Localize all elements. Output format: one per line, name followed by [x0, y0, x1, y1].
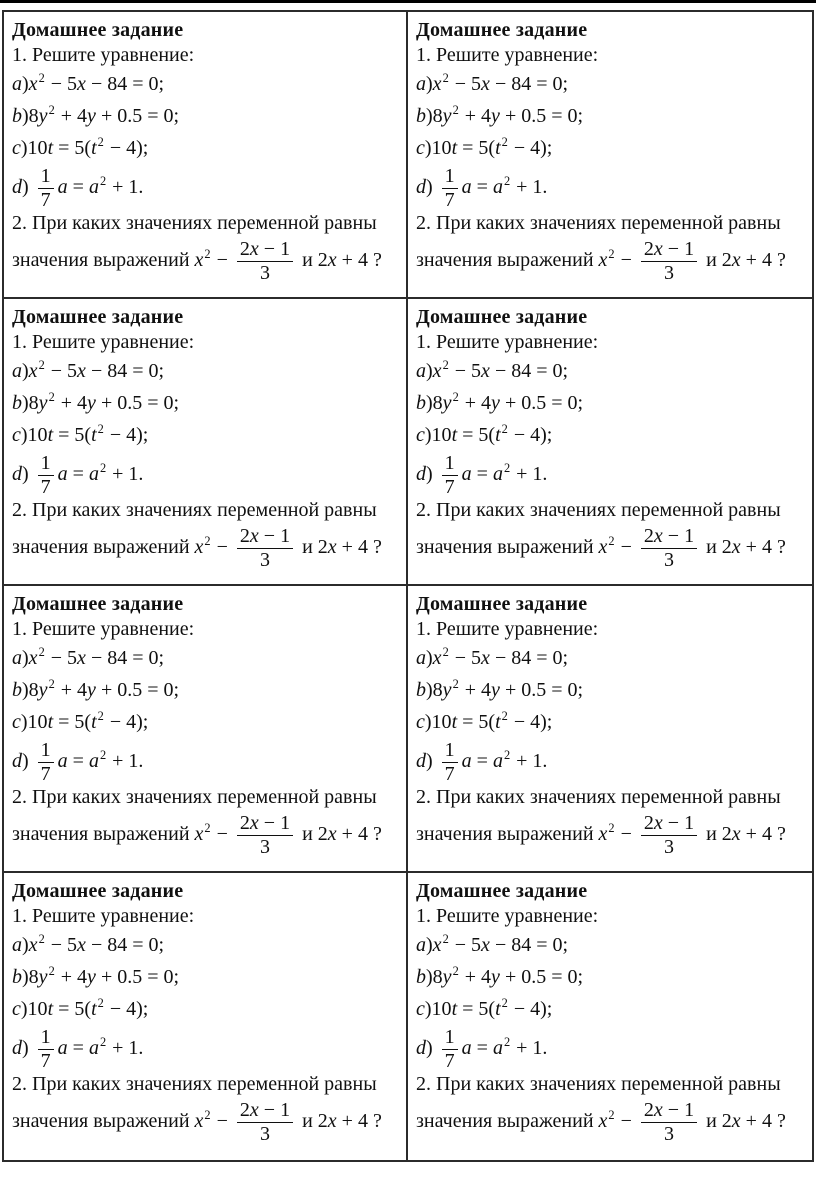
equation-b: $b)8y^2 + 4y + 0.5 = 0$; [416, 390, 584, 414]
math-fraction [38, 740, 54, 785]
equation-d: d) $\frac{1}{7}$ $a = a^2 + 1$. [12, 451, 144, 498]
fraction-numerator: 1 [38, 740, 54, 763]
task1-label: 1. Решите уравнение: [12, 331, 195, 353]
task2-text-line1: 2. При каких значениях переменной равны [416, 786, 781, 808]
equation-a: $a)x^2 - 5x - 84 = 0$; [416, 645, 569, 669]
fraction-denominator: 7 [444, 1049, 455, 1072]
fraction-denominator: 3 [663, 1122, 674, 1145]
equation-a: $a)x^2 - 5x - 84 = 0$; [416, 71, 569, 95]
math-fraction [237, 1100, 293, 1145]
equation-a: $a)x^2 - 5x - 84 = 0$; [12, 358, 165, 382]
task1-label: 1. Решите уравнение: [416, 331, 599, 353]
worksheet-cell [4, 586, 408, 873]
fraction-numerator: 1 [442, 1027, 458, 1050]
cell-title: Домашнее задание [12, 306, 184, 328]
math-fraction [641, 526, 697, 571]
fraction-numerator: 2x − 1 [237, 526, 293, 549]
equation-d: d) $\frac{1}{7}$ $a = a^2 + 1$. [416, 451, 548, 498]
cell-title: Домашнее задание [12, 880, 184, 902]
fraction-numerator: 1 [38, 166, 54, 189]
math-fraction [442, 740, 458, 785]
equation-c: $c)10t = 5(t^2 - 4)$; [12, 996, 149, 1020]
equation-a: $a)x^2 - 5x - 84 = 0$; [12, 645, 165, 669]
math-fraction [38, 166, 54, 211]
fraction-denominator: 3 [259, 1122, 270, 1145]
fraction-numerator: 2x − 1 [641, 526, 697, 549]
fraction-denominator: 7 [40, 188, 51, 211]
math-fraction [641, 813, 697, 858]
equation-d: d) $\frac{1}{7}$ $a = a^2 + 1$. [416, 738, 548, 785]
math-fraction [442, 453, 458, 498]
math-fraction [442, 1027, 458, 1072]
equation-b: $b)8y^2 + 4y + 0.5 = 0$; [416, 103, 584, 127]
fraction-denominator: 7 [40, 762, 51, 785]
worksheet-cell [408, 299, 812, 586]
fraction-denominator: 7 [444, 762, 455, 785]
fraction-denominator: 7 [444, 188, 455, 211]
fraction-numerator: 2x − 1 [641, 239, 697, 262]
worksheet-cell [408, 586, 812, 873]
task2-text-line2: значения выражений $x^2$ − $\frac{2x - 1}{3}$ и 2x + 4 ? [12, 237, 382, 284]
task1-label: 1. Решите уравнение: [416, 44, 599, 66]
cell-title: Домашнее задание [12, 593, 184, 615]
scan-edge-artifact [0, 0, 816, 3]
task2-text-line2: значения выражений $x^2$ − $\frac{2x - 1}{3}$ и 2x + 4 ? [416, 237, 786, 284]
task2-text-line2: значения выражений $x^2$ − $\frac{2x - 1}{3}$ и 2x + 4 ? [416, 811, 786, 858]
equation-d: d) $\frac{1}{7}$ $a = a^2 + 1$. [12, 164, 144, 211]
fraction-numerator: 1 [442, 740, 458, 763]
equation-a: $a)x^2 - 5x - 84 = 0$; [12, 71, 165, 95]
worksheet-cell [408, 12, 812, 299]
worksheet-cell [4, 873, 408, 1160]
task2-text-line1: 2. При каких значениях переменной равны [12, 499, 377, 521]
math-fraction [38, 1027, 54, 1072]
equation-c: $c)10t = 5(t^2 - 4)$; [416, 709, 553, 733]
task2-text-line1: 2. При каких значениях переменной равны [416, 499, 781, 521]
equation-b: $b)8y^2 + 4y + 0.5 = 0$; [12, 390, 180, 414]
task2-text-line1: 2. При каких значениях переменной равны [12, 786, 377, 808]
equation-c: $c)10t = 5(t^2 - 4)$; [12, 135, 149, 159]
task2-text-line2: значения выражений $x^2$ − $\frac{2x - 1}{3}$ и 2x + 4 ? [416, 1098, 786, 1145]
fraction-numerator: 1 [38, 1027, 54, 1050]
equation-a: $a)x^2 - 5x - 84 = 0$; [416, 358, 569, 382]
fraction-denominator: 3 [259, 548, 270, 571]
worksheet-table [2, 10, 814, 1162]
fraction-numerator: 1 [442, 453, 458, 476]
fraction-numerator: 2x − 1 [237, 239, 293, 262]
fraction-denominator: 3 [259, 261, 270, 284]
fraction-denominator: 7 [40, 1049, 51, 1072]
equation-c: $c)10t = 5(t^2 - 4)$; [416, 135, 553, 159]
equation-c: $c)10t = 5(t^2 - 4)$; [416, 996, 553, 1020]
equation-d: d) $\frac{1}{7}$ $a = a^2 + 1$. [416, 164, 548, 211]
equation-b: $b)8y^2 + 4y + 0.5 = 0$; [416, 964, 584, 988]
task2-text-line2: значения выражений $x^2$ − $\frac{2x - 1}{3}$ и 2x + 4 ? [416, 524, 786, 571]
equation-c: $c)10t = 5(t^2 - 4)$; [12, 422, 149, 446]
fraction-numerator: 2x − 1 [641, 813, 697, 836]
task1-label: 1. Решите уравнение: [416, 618, 599, 640]
task2-text-line1: 2. При каких значениях переменной равны [12, 1073, 377, 1095]
cell-title: Домашнее задание [416, 306, 588, 328]
equation-c: $c)10t = 5(t^2 - 4)$; [12, 709, 149, 733]
equation-d: d) $\frac{1}{7}$ $a = a^2 + 1$. [416, 1025, 548, 1072]
worksheet-cell [4, 299, 408, 586]
math-fraction [442, 166, 458, 211]
fraction-denominator: 7 [40, 475, 51, 498]
equation-b: $b)8y^2 + 4y + 0.5 = 0$; [12, 103, 180, 127]
fraction-denominator: 7 [444, 475, 455, 498]
worksheet-cell [4, 12, 408, 299]
equation-d: d) $\frac{1}{7}$ $a = a^2 + 1$. [12, 1025, 144, 1072]
math-fraction [641, 239, 697, 284]
equation-b: $b)8y^2 + 4y + 0.5 = 0$; [12, 677, 180, 701]
fraction-numerator: 2x − 1 [641, 1100, 697, 1123]
task2-text-line2: значения выражений $x^2$ − $\frac{2x - 1}{3}$ и 2x + 4 ? [12, 1098, 382, 1145]
fraction-denominator: 3 [663, 835, 674, 858]
equation-b: $b)8y^2 + 4y + 0.5 = 0$; [416, 677, 584, 701]
math-fraction [237, 526, 293, 571]
equation-d: d) $\frac{1}{7}$ $a = a^2 + 1$. [12, 738, 144, 785]
task2-text-line1: 2. При каких значениях переменной равны [416, 212, 781, 234]
equation-a: $a)x^2 - 5x - 84 = 0$; [12, 932, 165, 956]
task2-text-line1: 2. При каких значениях переменной равны [416, 1073, 781, 1095]
cell-title: Домашнее задание [416, 19, 588, 41]
fraction-denominator: 3 [663, 548, 674, 571]
cell-title: Домашнее задание [12, 19, 184, 41]
equation-c: $c)10t = 5(t^2 - 4)$; [416, 422, 553, 446]
math-fraction [641, 1100, 697, 1145]
fraction-denominator: 3 [259, 835, 270, 858]
task2-text-line2: значения выражений $x^2$ − $\frac{2x - 1}{3}$ и 2x + 4 ? [12, 811, 382, 858]
fraction-numerator: 1 [442, 166, 458, 189]
task1-label: 1. Решите уравнение: [12, 44, 195, 66]
math-fraction [38, 453, 54, 498]
task1-label: 1. Решите уравнение: [416, 905, 599, 927]
task2-text-line1: 2. При каких значениях переменной равны [12, 212, 377, 234]
cell-title: Домашнее задание [416, 593, 588, 615]
fraction-numerator: 2x − 1 [237, 813, 293, 836]
fraction-numerator: 1 [38, 453, 54, 476]
task2-text-line2: значения выражений $x^2$ − $\frac{2x - 1}{3}$ и 2x + 4 ? [12, 524, 382, 571]
task1-label: 1. Решите уравнение: [12, 905, 195, 927]
equation-a: $a)x^2 - 5x - 84 = 0$; [416, 932, 569, 956]
fraction-denominator: 3 [663, 261, 674, 284]
math-fraction [237, 813, 293, 858]
task1-label: 1. Решите уравнение: [12, 618, 195, 640]
fraction-numerator: 2x − 1 [237, 1100, 293, 1123]
math-fraction [237, 239, 293, 284]
worksheet-cell [408, 873, 812, 1160]
cell-title: Домашнее задание [416, 880, 588, 902]
equation-b: $b)8y^2 + 4y + 0.5 = 0$; [12, 964, 180, 988]
